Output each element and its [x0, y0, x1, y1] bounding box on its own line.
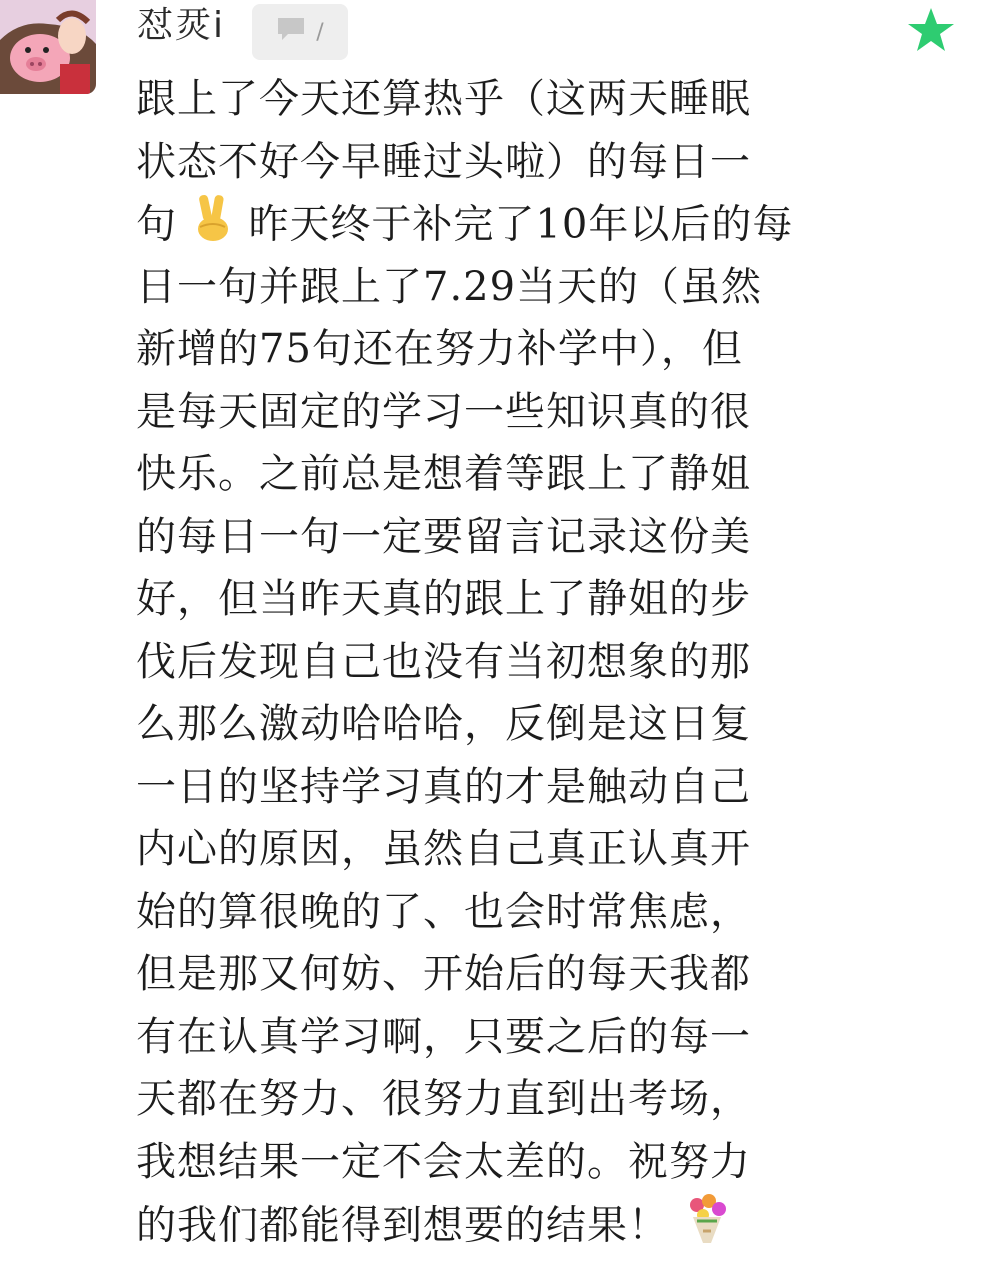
- post-line: 日一句并跟上了7.29当天的（虽然: [136, 263, 763, 310]
- post-line: 快乐。之前总是想着等跟上了静姐: [136, 451, 751, 497]
- post-line: 但是那又何妨、开始后的每天我都: [136, 951, 751, 997]
- post-line: 内心的原因，虽然自己真正认真开: [136, 826, 751, 872]
- victory-hand-emoji: [191, 193, 235, 262]
- post-line: 状态不好今早睡过头啦）的每日一: [136, 138, 751, 185]
- comment-bubble-icon: [276, 16, 306, 48]
- post-line: 好，但当昨天真的跟上了静姐的步: [136, 576, 751, 622]
- post-line-3: [136, 193, 836, 256]
- post-line: 是每天固定的学习一些知识真的很: [136, 388, 751, 435]
- star-icon[interactable]: [906, 6, 956, 56]
- post-line: 始的算很晚的了、也会时常焦虑，: [136, 888, 751, 935]
- post-line: 天都在努力、很努力直到出考场，: [136, 1076, 751, 1122]
- post-line: 的我们都能得到想要的结果！: [136, 1202, 669, 1249]
- post-line: 伐后发现自己也没有当初想象的那: [136, 638, 751, 685]
- post-line: 句: [136, 201, 177, 248]
- comment-count: /: [316, 19, 324, 45]
- comment-button[interactable]: [252, 4, 348, 60]
- bouquet-emoji: [683, 1193, 731, 1264]
- avatar[interactable]: [0, 0, 96, 94]
- post-line: 一日的坚持学习真的才是触动自己: [136, 763, 751, 810]
- post-body: [136, 68, 836, 1256]
- post-line: 有在认真学习啊，只要之后的每一: [136, 1013, 751, 1060]
- post-line-last: [136, 1193, 836, 1256]
- post-line: 新增的75句还在努力补学中），但: [136, 326, 743, 372]
- post-line: 的每日一句一定要留言记录这份美: [136, 513, 751, 560]
- username[interactable]: 怼烎i: [137, 5, 226, 46]
- post-line: 我想结果一定不会太差的。祝努力: [136, 1138, 751, 1185]
- post-line: 么那么激动哈哈哈，反倒是这日复: [136, 701, 751, 747]
- post-line: 跟上了今天还算热乎（这两天睡眠: [136, 76, 751, 122]
- post-line: 昨天终于补完了10年以后的每: [248, 201, 794, 248]
